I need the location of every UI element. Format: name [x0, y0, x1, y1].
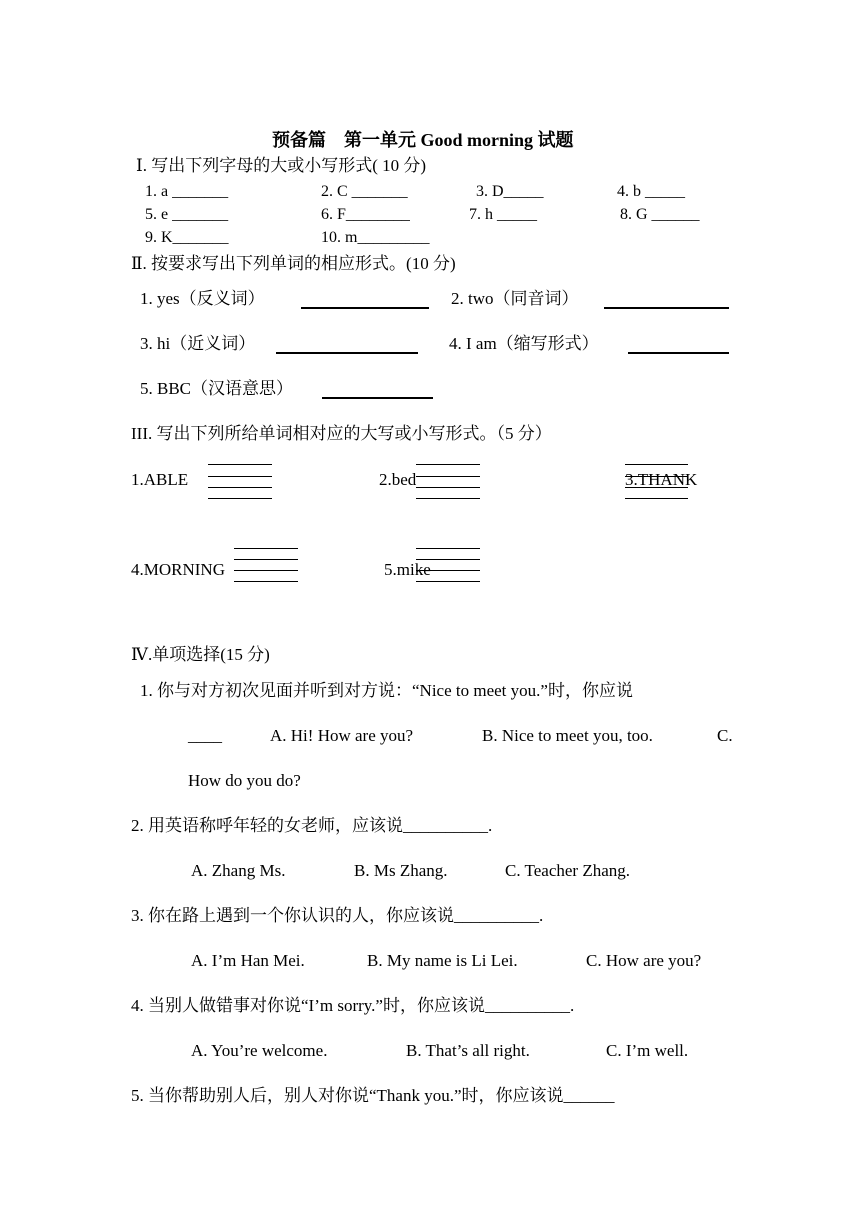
- option-c: C.: [717, 726, 733, 745]
- question-stem: 3. 你在路上遇到一个你认识的人，你应该说__________.: [131, 906, 544, 925]
- letter-item: 6. F________: [321, 206, 410, 223]
- letter-item: 5. e _______: [145, 206, 229, 223]
- option-b: B. My name is Li Lei.: [367, 951, 518, 970]
- answer-line: [628, 352, 729, 354]
- writing-line: [416, 498, 480, 499]
- option-c-continued: How do you do?: [188, 771, 301, 790]
- option-b: B. Nice to meet you, too.: [482, 726, 653, 745]
- word-item: 3. hi（近义词）: [140, 334, 256, 353]
- writing-line: [234, 570, 298, 571]
- option-c: C. Teacher Zhang.: [505, 861, 631, 880]
- letter-item: 7. h _____: [469, 206, 537, 223]
- question-blank: ____: [188, 726, 222, 745]
- word-item: 5. BBC（汉语意思）: [140, 379, 294, 398]
- writing-line: [416, 476, 480, 477]
- option-a: A. Zhang Ms.: [191, 861, 286, 880]
- writing-line: [416, 570, 480, 571]
- writing-line: [416, 487, 480, 488]
- question-stem: 1. 你与对方初次见面并听到对方说：“Nice to meet you.”时，你应说: [140, 681, 633, 700]
- answer-line: [322, 397, 433, 399]
- answer-line: [301, 307, 429, 309]
- writing-line: [625, 487, 688, 488]
- word-item: 1.ABLE: [131, 470, 189, 489]
- section-2-heading: Ⅱ. 按要求写出下列单词的相应形式。(10 分): [131, 254, 456, 273]
- word-item: 4.MORNING: [131, 560, 225, 579]
- option-a: A. I’m Han Mei.: [191, 951, 305, 970]
- letter-item: 2. C _______: [321, 183, 408, 200]
- writing-line: [625, 464, 688, 465]
- option-c: C. How are you?: [586, 951, 702, 970]
- answer-line: [276, 352, 418, 354]
- letter-item: 3. D_____: [476, 183, 544, 200]
- letter-item: 4. b _____: [617, 183, 685, 200]
- writing-line: [234, 559, 298, 560]
- word-item: 5.mike: [384, 560, 431, 579]
- option-b: B. Ms Zhang.: [354, 861, 448, 880]
- word-item: 2.bed: [379, 470, 417, 489]
- option-a: A. You’re welcome.: [191, 1041, 328, 1060]
- option-b: B. That’s all right.: [406, 1041, 530, 1060]
- writing-line: [416, 464, 480, 465]
- writing-line: [208, 464, 272, 465]
- writing-line: [625, 476, 688, 477]
- question-stem: 4. 当别人做错事对你说“I’m sorry.”时，你应该说__________.: [131, 996, 575, 1015]
- word-item: 3.THANK: [625, 470, 698, 489]
- writing-line: [208, 476, 272, 477]
- question-stem: 5. 当你帮助别人后，别人对你说“Thank you.”时，你应该说______: [131, 1086, 615, 1105]
- writing-line: [416, 581, 480, 582]
- section-3-heading: III. 写出下列所给单词相对应的大写或小写形式。（5 分）: [131, 424, 552, 443]
- word-item: 1. yes（反义词）: [140, 289, 265, 308]
- writing-line: [208, 487, 272, 488]
- section-1-heading: Ⅰ. 写出下列字母的大或小写形式( 10 分): [136, 156, 427, 175]
- option-c: C. I’m well.: [606, 1041, 689, 1060]
- writing-line: [234, 548, 298, 549]
- page-title: 预备篇 第一单元 Good morning 试题: [272, 130, 574, 150]
- writing-line: [416, 548, 480, 549]
- word-item: 2. two（同音词）: [451, 289, 579, 308]
- writing-line: [416, 559, 480, 560]
- section-4-heading: Ⅳ.单项选择(15 分): [131, 645, 270, 664]
- letter-item: 1. a _______: [145, 183, 229, 200]
- question-stem: 2. 用英语称呼年轻的女老师，应该说__________.: [131, 816, 493, 835]
- option-a: A. Hi! How are you?: [270, 726, 414, 745]
- answer-line: [604, 307, 729, 309]
- letter-item: 8. G ______: [620, 206, 700, 223]
- writing-line: [234, 581, 298, 582]
- writing-line: [625, 498, 688, 499]
- word-item: 4. I am（缩写形式）: [449, 334, 599, 353]
- letter-item: 10. m_________: [321, 229, 430, 246]
- writing-line: [208, 498, 272, 499]
- letter-item: 9. K_______: [145, 229, 229, 246]
